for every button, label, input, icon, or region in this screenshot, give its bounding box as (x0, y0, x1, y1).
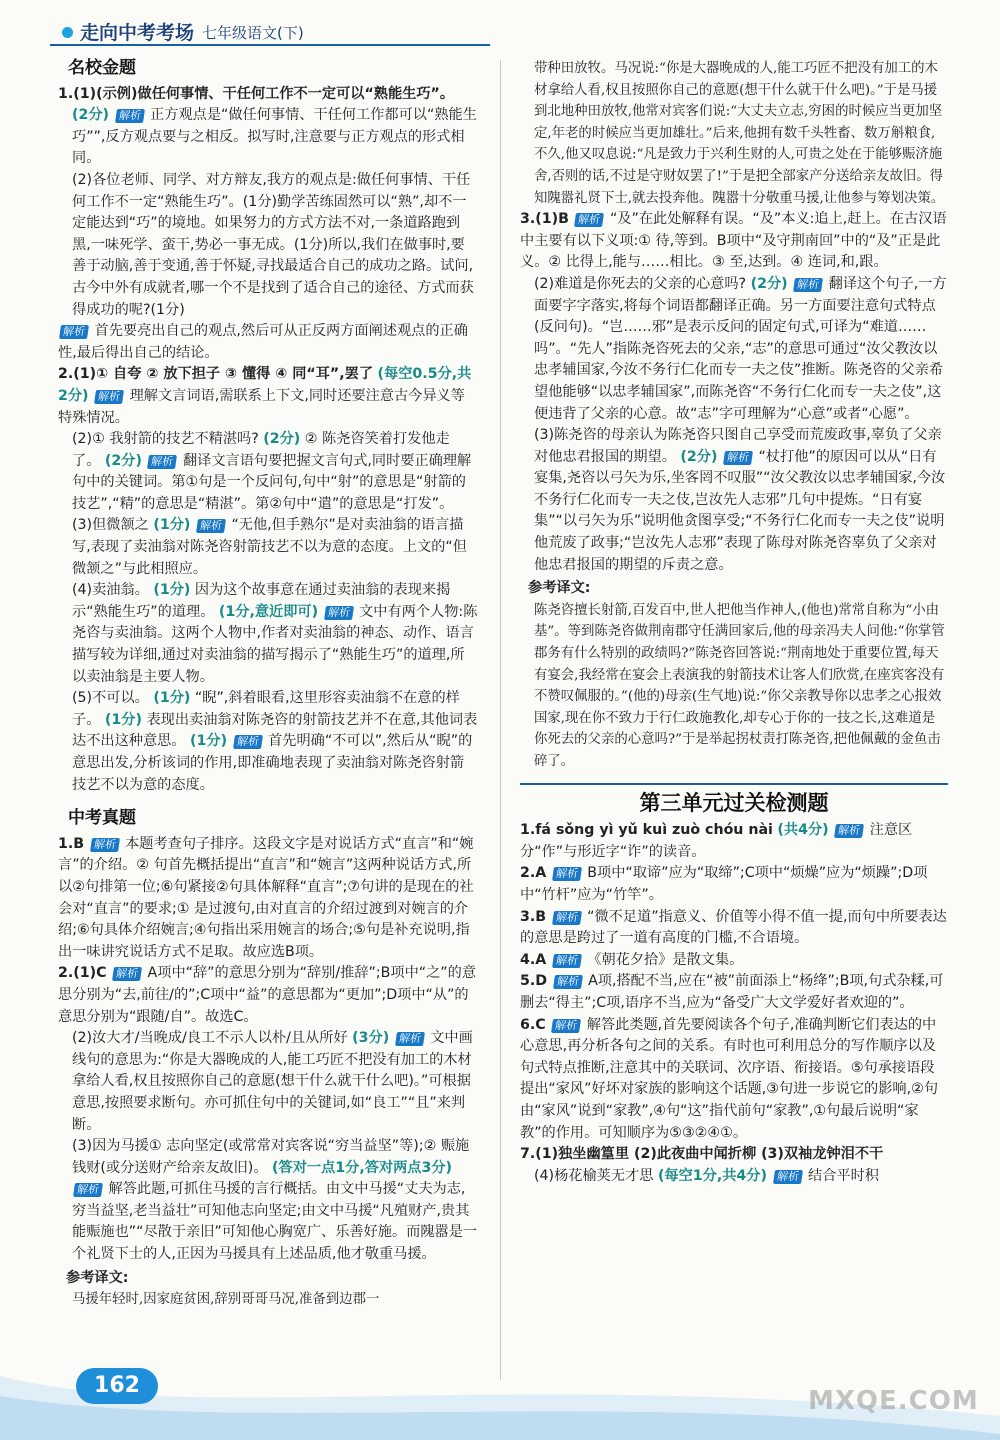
answer-item: 3.B 解析 “微不足道”指意义、价值等小得不值一提,而句中所要表达的意思是跨过了一道有高度的门槛,不合语境。 (520, 908, 947, 947)
answer-item: 6.C 解析 解答此类题,首先要阅读各个句子,准确判断它们表达的中心意思,再分析各句之间的关系。有时也可利用总分的写作顺序以及句式特点推断,注意其中的关联词、次序语、衔接语。⑤句承接语段提出“家风”好坏对家族的影响这个话题,③句进一步说它的影响,②句由“家风”说到“家教”,④句“这”指代前句“家教”,①句最后说明“家教”的作用。可知顺序为⑤③②④①。 (520, 1016, 939, 1141)
analysis-tag: 解析 (115, 109, 145, 123)
answer-item: (3)但微颔之 (1分) 解析 “无他,但手熟尔”是对卖油翁的语言描写,表现了卖油翁对陈尧咨射箭技艺不以为意的态度。上文的“但微颔之”与此相照应。 (72, 517, 467, 577)
answer-item: 2.(1)C 解析 A项中“辞”的意思分别为“辞别/推辞”;B项中“之”的意思分别为“去,前往/的”;C项中“益”的意思都为“更加”;D项中“从”的意思分别为“跟随/自”。故选C。 (58, 965, 477, 1025)
analysis-tag: 解析 (395, 1032, 425, 1046)
analysis-tag: 解析 (147, 455, 177, 469)
analysis-tag: 解析 (59, 325, 89, 339)
section-heading: 名校金题 (68, 58, 136, 78)
score: (每空0.5分,共2分) (58, 366, 472, 404)
score: (2分) (263, 431, 301, 448)
answer-item: 解析 首先要亮出自己的观点,然后可从正反两方面阐述观点的正确性,最后得出自己的结论。 (58, 323, 468, 361)
score: (1分) (190, 733, 228, 750)
analysis-tag: 解析 (551, 1019, 581, 1033)
answer-item: (4)卖油翁。 (1分) 因为这个故事意在通过卖油翁的表现来揭示“熟能生巧”的道理。 (1分,意近即可) 解析 文中有两个人物:陈尧咨与卖油翁。这两个人物中,作者对卖油翁的神态、动作、语言描写较为详细,通过对卖油翁的描写揭示了“熟能生巧”的道理,所以卖油翁是主要人物。 (72, 582, 478, 685)
answer-item: (2分) 解析 正方观点是“做任何事情、干任何工作都可以“熟能生巧””,反方观点要与之相反。拟写时,注意要与正方观点的形式相同。 (72, 107, 477, 167)
analysis-tag: 解析 (324, 606, 354, 620)
right-column (520, 58, 948, 1187)
analysis-tag: 解析 (94, 390, 124, 404)
answer-item: 3.(1)B 解析 “及”在此处解释有误。“及”本义:追上,赶上。在古汉语中主要有以下义项:① 待,等到。B项中“及守荆南回”中的“及”正是此义。② 比得上,能与……相比。③ 至,达到。④ 连词,和,跟。 (520, 211, 947, 271)
book-grade: 七年级语文(下) (202, 24, 304, 42)
answer-item: (2)① 我射箭的技艺不精湛吗? (2分) ② 陈尧咨笑着打发他走了。 (2分) 解析 翻译文言语句要把握文言句式,同时要正确理解句中的关键词。第①句是一个反问句,句中“射”的意思是“射箭的技艺”,“精”的意思是“精湛”。第②句中“遣”的意思是“打发”。 (72, 431, 472, 512)
answer-item: 5.D 解析 A项,搭配不当,应在“被”前面添上“杨绛”;B项,句式杂糅,可删去“得主”;C项,语序不当,应为“备受广大文学爱好者欢迎的”。 (520, 973, 944, 1011)
answer-item: (2)汝大才/当晚成/良工不示人以朴/且从所好 (3分) 解析 文中画线句的意思为:“你是大器晚成的人,能工巧匠不把没有加工的木材拿给人看,权且按照你自己的意愿(想干什么就干什么吧)。”可根据意思,按照要求断句。亦可抓住句中的关键词,如“良工”“且”来判断。 (72, 1030, 473, 1133)
answer-item: 4.A 解析 《朝花夕拾》是散文集。 (520, 951, 744, 968)
analysis-tag: 解析 (723, 451, 753, 465)
answer-item: (5)不可以。 (1分) “睨”,斜着眼看,这里形容卖油翁不在意的样子。 (1分) 表现出卖油翁对陈尧咨的射箭技艺并不在意,其他词表达不出这种意思。 (1分) 解析 首先明确“不可以”,然后从“睨”的意思出发,分析该词的作用,即准确地表现了卖油翁对陈尧咨射箭技艺不以为意的态度。 (72, 690, 478, 793)
answer-item: (3)因为马援① 志向坚定(或常常对宾客说“穷当益坚”等);② 赈施钱财(或分送财产给亲友故旧)。 (答对一点1分,答对两点3分) 解析 解答此题,可抓住马援的言行概括。由文中马援“丈夫为志,穷当益坚,老当益壮”可知他志向坚定;由文中马援“凡殖财产,贵其能赈施也”“尽散于亲旧”可知他心胸宽广、乐善好施。而隗嚣是一个礼贤下士的人,正因为马援具有上述品质,他才敬重马援。 (72, 1138, 478, 1263)
score: (1分,意近即可) (218, 603, 319, 620)
score: (3分) (352, 1030, 390, 1047)
answer-item: 7.(1)独坐幽篁里 (2)此夜曲中闻折柳 (3)双袖龙钟泪不干 (520, 1146, 884, 1163)
answer-item: (3)陈尧咨的母亲认为陈尧咨只图自己享受而荒废政事,辜负了父亲对他忠君报国的期望。 (2分) 解析 “杖打他”的原因可以从“日有宴集,尧咨以弓矢为乐,坐客罔不叹服”“汝父教汝以忠孝辅国家,今汝不务行仁化而专一夫之伎,岂汝先人志邪”几句中提炼。“日有宴集”“以弓矢为乐”说明他贪图享受;“不务行仁化而专一夫之伎”说明他荒废了政事;“岂汝先人志邪”表现了陈母对陈尧咨辜负了父亲对他忠君报国的期望的斥责之意。 (534, 427, 946, 573)
analysis-tag: 解析 (112, 967, 142, 981)
column-divider (500, 60, 501, 1380)
section-heading: 中考真题 (68, 808, 136, 829)
left-column (58, 56, 478, 1311)
score: (2分) (104, 452, 142, 469)
series-title: 走向中考考场 (80, 22, 195, 44)
score: (2分) (680, 448, 718, 465)
answer-item: 2.A 解析 B项中“取谛”应为“取缔”;C项中“烦燥”应为“烦躁”;D项中“竹杆”应为“竹竿”。 (520, 865, 928, 903)
answer-item: (2)各位老师、同学、对方辩友,我方的观点是:做任何事情、干任何工作不一定“熟能生巧”。(1分)勤学苦练固然可以“熟”,却不一定能达到“巧”的境地。如果努力的方式方法不对,一条道路跑到黑,一味死学、蛮干,势必一事无成。(1分)所以,我们在做事时,要善于动脑,善于变通,善于怀疑,寻找最适合自己的成功之路。试问,古今中外有成就者,哪一个不是找到了适合自己的途径、方式而获得成功的呢?(1分) (72, 171, 474, 318)
score: (2分) (750, 275, 788, 292)
answer-item: (2)难道是你死去的父亲的心意吗? (2分) 解析 翻译这个句子,一方面要字字落实,将每个词语都翻译正确。另一方面要注意句式特点(反问句)。“岂……邪”是表示反问的固定句式,可译为“难道……吗”。“先人”指陈尧咨死去的父亲,“志”的意思可通过“汝父教汝以忠孝辅国家,今汝不务行仁化而专一夫之伎”推断。陈尧咨的父亲希望他能够“以忠孝辅国家”,而陈尧咨“不务行仁化而专一夫之伎”,这便违背了父亲的心意。故“志”字可理解为“心意”或者“心愿”。 (534, 275, 947, 422)
score: (每空1分,共4分) (657, 1167, 767, 1184)
analysis-tag: 解析 (793, 278, 823, 292)
score: (1分) (153, 517, 191, 534)
analysis-tag: 解析 (196, 519, 226, 533)
score: (答对一点1分,答对两点3分) (272, 1159, 453, 1176)
analysis-tag: 解析 (552, 911, 582, 925)
watermark: MXQE.COM (808, 1386, 979, 1416)
analysis-tag: 解析 (553, 975, 583, 989)
analysis-tag: 解析 (90, 838, 120, 852)
answer-item: 1.fá sǒng yì yǔ kuì zuò chóu nài (共4分) 解析 注意区分“作”与形近字“诈”的读音。 (520, 822, 913, 860)
analysis-tag: 解析 (552, 867, 582, 881)
score: (2分) (72, 107, 110, 124)
analysis-tag: 解析 (834, 824, 864, 838)
score: (1分) (104, 711, 142, 728)
analysis-tag: 解析 (73, 1183, 103, 1197)
translation-text: 陈尧咨擅长射箭,百发百中,世人把他当作神人,(他也)常常自称为“小由基”。等到陈尧咨做荆南郡守任满回家后,他的母亲冯夫人问他:“你掌管郡务有什么特别的政绩吗?”陈尧咨回答说:“荆南地处于重要位置,每天有宴会,我经常在宴会上表演我的射箭技术让客人们欣赏,在座宾客没有不赞叹佩服的。”(他的)母亲(生气地)说:“你父亲教导你以忠孝之心报效国家,现在你不致力于行仁政施教化,却专心于你的一技之长,这难道是你死去的父亲的心意吗?”于是举起拐杖责打陈尧咨,把他佩戴的金鱼击碎了。 (534, 602, 945, 769)
score: (1分) (153, 690, 191, 707)
analysis-tag: 解析 (574, 213, 604, 227)
answer-item: 2.(1)① 自夸 ② 放下担子 ③ 懂得 ④ 同“耳”,罢了 (每空0.5分,共2分) 解析 理解文言词语,需联系上下文,同时还要注意古今异义等特殊情况。 (58, 366, 472, 426)
reference-translation-label: 参考译文: (66, 1269, 129, 1286)
analysis-tag: 解析 (773, 1170, 803, 1184)
unit-test-title: 第三单元过关检测题 (520, 783, 948, 815)
answer-item: 1.B 解析 本题考查句子排序。这段文字是对说话方式“直言”和“婉言”的介绍。② 句首先概括提出“直言”和“婉言”这两种说话方式,所以②句排第一位;⑥句紧接②句具体解释“直言”;⑦句讲的是现在的社会对“直言”的要求;① 是过渡句,由对直言的介绍过渡到对婉言的介绍;⑥句具体介绍婉言;④句指出采用婉言的场合;⑤句是补充说明,指出一味讲究说话方式不足取。故应选B项。 (58, 835, 474, 960)
translation-text: 带种田放牧。马况说:“你是大器晚成的人,能工巧匠不把没有加工的木材拿给人看,权且按照你自己的意愿(想干什么就干什么吧)。”于是马援到北地种田放牧,他常对宾客们说:“大丈夫立志,穷困的时候应当更加坚定,年老的时候应当更加雄壮。”后来,他拥有数千头牲畜、数万斛粮食,不久,他又叹息说:“凡是致力于兴利生财的人,可贵之处在于能够赈济施舍,否则的话,不过是守财奴罢了!”于是把全部家产分送给亲友故旧。得知隗嚣礼贤下士,就去投奔他。隗嚣十分敬重马援,让他参与筹划决策。 (534, 61, 945, 206)
translation-text: 马援年轻时,因家庭贫困,辞别哥哥马况,准备到边郡一 (72, 1292, 380, 1308)
score: (共4分) (777, 822, 829, 839)
answer-item: 1.(1)(示例)做任何事情、干任何工作不一定可以“熟能生巧”。 (58, 85, 455, 102)
reference-translation-label: 参考译文: (528, 580, 591, 597)
analysis-tag: 解析 (233, 735, 263, 749)
bullet-dot-icon (62, 27, 73, 38)
answer-item: (4)杨花榆荚无才思 (每空1分,共4分) 解析 结合平时积 (534, 1167, 879, 1184)
running-header (50, 16, 490, 46)
page-number: 162 (76, 1368, 158, 1404)
score: (1分) (153, 582, 191, 599)
analysis-tag: 解析 (552, 954, 582, 968)
